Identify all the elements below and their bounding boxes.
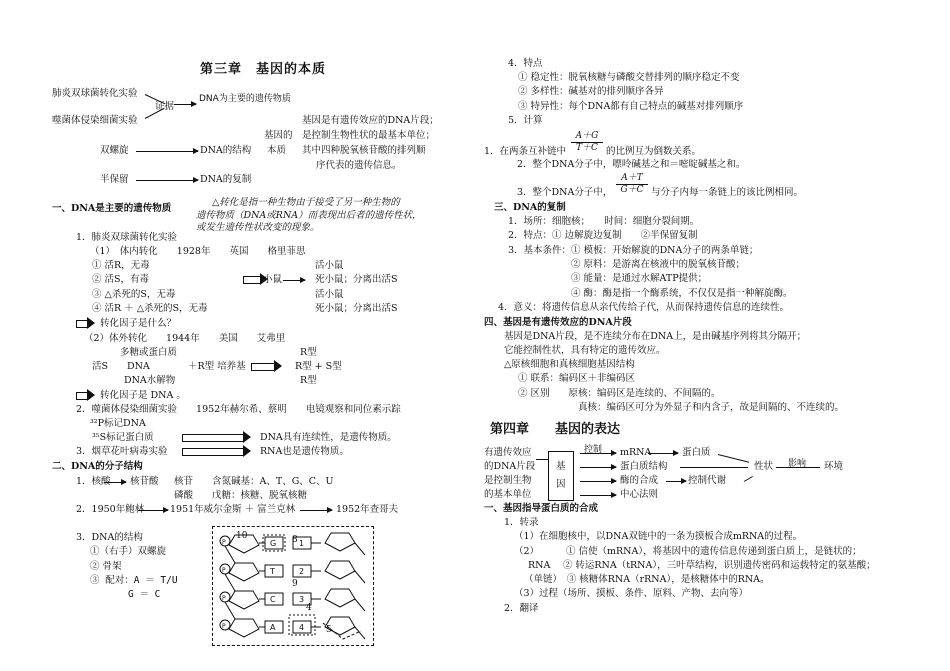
s4-e: ② 区别 原核：编码区是连续的、不间隔的。 (518, 388, 721, 399)
s1-1a: （1） 体内转化 1928年 英国 格里菲思 (90, 246, 306, 257)
arrow (174, 104, 196, 105)
trait-label: 性状 (754, 461, 774, 472)
phosphate-line: 磷酸 戊糖：核糖、脱氧核糖 (174, 490, 308, 501)
gene-def-1: 基因是有遗传效应的DNA片段； (302, 115, 439, 126)
arrow (136, 151, 198, 152)
exp-row-4-left: ④ 活R ＋ △杀死的S，无毒 (92, 303, 208, 314)
arrow (666, 481, 686, 482)
dna-replication-label: DNA的复制 (200, 174, 252, 185)
svg-text:4: 4 (299, 623, 305, 632)
transcription-3: （3）过程（场所、摸板、条件、原料、产物、去向等） (514, 588, 749, 599)
gene-def-3: 其中四种脱氧核苷酸的排列顺 (302, 145, 426, 156)
s3-3c: ③ 能量：是通过水解ATP提供； (571, 273, 708, 284)
r-type-1: R型 (300, 347, 317, 358)
transcription-1: （1）在细胞核中，以DNA双链中的一条为摸板合成mRNA的过程。 (514, 531, 803, 542)
history-1951: 1951年威尔金斯 ＋ 富兰克林 (170, 504, 296, 515)
r-type-2: R型 + S型 (295, 361, 342, 372)
exp-row-2-left: ② 活S，有毒 (92, 274, 150, 285)
mouse-label: 小鼠 (263, 274, 283, 285)
chapter-title: 第三章 基因的本质 (200, 62, 327, 77)
mrna-label: mRNA (620, 447, 652, 458)
r4c: ③ 特异性：每个DNA都有自己特点的碱基对排列顺序 (518, 101, 744, 112)
chapter-4-title: 第四章 基因的表达 (490, 422, 621, 437)
central-dogma-label: 中心法则 (620, 489, 659, 500)
arrow-hollow (182, 448, 243, 456)
transform-note-2: 遗传物质（DNA或RNA）而表现出后者的遗传性状， (196, 210, 422, 221)
arrow (283, 280, 305, 281)
arrow (648, 453, 678, 454)
s1-1: 1．肺炎双球菌转化实验 (76, 232, 178, 243)
history-1952: 1952年查哥夫 (336, 504, 399, 515)
diagram-num-6: 5 (326, 625, 332, 635)
protein-structure-label: 蛋白质结构 (620, 461, 668, 472)
conclusion-dna: DNA具有连续性，是遗传物质。 (260, 432, 397, 443)
svg-text:P: P (222, 595, 226, 602)
s4-d: ① 联系：编码区＋非编码区 (518, 373, 636, 384)
translation-heading: 2．翻译 (504, 603, 539, 614)
transform-note-3: 或发生遗传性状改变的现象。 (196, 222, 320, 233)
fraction-den: T＋C (576, 143, 598, 153)
r-type-3: R型 (300, 375, 317, 386)
s1-2: 2．噬菌体侵染细菌实验 1952年赫尔希、蔡明 电镜观察和同位素示踪 (76, 404, 401, 415)
gene-char-2: 因 (556, 479, 566, 490)
fraction-num: A＋T (616, 173, 648, 185)
calc2: 2．整个DNA分子中，嘌呤碱基之和＝嘧啶碱基之和。 (517, 159, 746, 170)
q2: 转化因子是 DNA 。 (100, 390, 186, 401)
vitro-plus: ＋R型 培养基 (188, 361, 246, 372)
conclusion-rna: RNA也是遗传物质。 (260, 446, 349, 457)
svg-text:2: 2 (299, 567, 305, 576)
s35-label: ³⁵S标记蛋白质 (92, 432, 154, 443)
transform-note-1: △转化是指一种生物由于接受了另一种生物的 (212, 197, 400, 208)
diagram-num-5: 4 (306, 603, 312, 613)
gene-def-2: 是控制生物性状的最基本单位； (302, 130, 436, 141)
structure-helix: ①（右手）双螺旋 (90, 546, 167, 557)
connector-line (680, 467, 748, 468)
exp-row-4-right: 死小鼠；分离出活S (315, 303, 398, 314)
svg-text:T: T (270, 567, 275, 576)
arrow-hollow (76, 392, 87, 400)
arrow-hollow (251, 363, 274, 371)
svg-text:P: P (222, 623, 226, 630)
s1-3: 3．烟草花叶病毒实验 (76, 446, 168, 457)
arrow (104, 482, 126, 483)
calc1-post: 的比例互为倒数关系。 (606, 146, 702, 157)
svg-text:A: A (270, 623, 276, 632)
r4-heading: 4．特点 (508, 58, 543, 69)
enzyme-label: 酶的合成 (620, 475, 659, 486)
fraction-den: G＋C (620, 185, 644, 195)
calc3-post: 与分子内每一条链上的该比例相同。 (651, 187, 804, 198)
arrow-hollow (76, 320, 87, 328)
structure-backbone: ② 骨架 (90, 561, 122, 572)
control-metabolism-label: 控制代谢 (688, 475, 727, 486)
semi-conservative-label: 半保留 (100, 174, 129, 185)
s4-b: 它能控制性状，具有特定的遗传效应。 (504, 345, 666, 356)
arrow (136, 180, 198, 181)
svg-text:1: 1 (299, 539, 305, 548)
environment-label: 环境 (824, 461, 844, 472)
arrow (580, 495, 616, 496)
s3-3d: ④ 酶：酶是指一个酶系统，不仅仅是指一种解旋酶。 (571, 288, 793, 299)
exp-row-1-left: ① 活R，无毒 (92, 260, 150, 271)
s3-3b: ② 原料：是游离在核液中的脱氧核苷酸； (571, 259, 746, 270)
s3-2: 2．特点：① 边解旋边复制 ②半保留复制 (508, 230, 698, 241)
s3-4: 4．意义：将遗传信息从亲代传给子代，从而保持遗传信息的连续性。 (498, 302, 790, 313)
vitro-mix: 多糖或蛋白质 (120, 347, 178, 358)
section-1-title: 一、DNA是主要的遗传物质 (52, 203, 172, 214)
svg-text:3: 3 (299, 595, 305, 604)
vitro-s: 活S DNA (92, 361, 150, 372)
nucleotide: 核苷酸 (130, 476, 159, 487)
exp-row-3-left: ③ △杀死的S，无毒 (92, 289, 176, 300)
s3-3: 3．基本条件：① 模板：开始解旋的DNA分子的两条单链； (508, 245, 759, 256)
map-line-1: 有遗传效应 (484, 447, 532, 458)
s4-c: △原核细胞和真核细胞基因结构 (504, 359, 635, 370)
r5-heading: 5．计算 (508, 115, 543, 126)
q1: 转化因子是什么？ (100, 318, 177, 329)
essence-label: 本质 (267, 145, 287, 156)
svg-text:G: G (270, 539, 277, 548)
section-3-title: 三、DNA的复制 (494, 202, 566, 213)
diagram-num-10: 10 (236, 531, 248, 541)
connector-line (536, 459, 548, 460)
s1-1b: （2）体外转化 1944年 美国 艾弗里 (84, 333, 286, 344)
phage-exp-label: 噬菌体侵染细菌实验 (52, 115, 138, 126)
s4-f: 真核：编码区可分为外显子和内含子，故是间隔的、不连续的。 (578, 402, 845, 413)
double-helix-label: 双螺旋 (100, 145, 129, 156)
arrow (300, 510, 332, 511)
dna-structure-heading: 3．DNA的结构 (76, 532, 143, 543)
transcription-heading: 1．转录 (504, 517, 539, 528)
nucleoside-line: 核苷 含氮碱基：A、T、G、C、U (174, 476, 334, 487)
pneumo-exp-label: 肺炎双球菌转化实验 (52, 88, 138, 99)
connector-line (744, 476, 753, 482)
calc3-pre: 3．整个DNA分子中， (517, 187, 613, 198)
gene-of-label: 基因的 (264, 130, 293, 141)
p32-label: ³²P标记DNA (90, 418, 146, 429)
svg-text:P: P (222, 567, 226, 574)
exp-row-1-right: 活小鼠 (315, 260, 344, 271)
exp-row-2-right: 死小鼠；分离出活S (315, 274, 398, 285)
structure-gc: G ＝ C (128, 589, 161, 600)
history-1950: 2．1950年鲍林 (76, 504, 145, 515)
dna-structure-label: DNA的结构 (200, 145, 252, 156)
affect-label: 影响 (788, 459, 807, 469)
map-line-2: 的DNA片段 (484, 461, 536, 472)
gene-char-1: 基 (556, 461, 566, 472)
transcription-2b: ① 信使（mRNA），将基因中的遗传信息传递到蛋白质上，是链状的； (566, 546, 862, 557)
diagram-num-8: 8 (292, 535, 298, 545)
vitro-enz: DNA水解物 (124, 375, 176, 386)
connector-line (718, 454, 749, 463)
svg-text:C: C (270, 595, 276, 604)
evidence-label: 证据 (155, 101, 175, 112)
arrow (580, 481, 616, 482)
fraction-at-gc (616, 173, 648, 196)
fraction-ag-tc (571, 131, 603, 154)
s3-1: 1．场所：细胞核； 时间：细胞分裂间期。 (508, 216, 700, 227)
s4-a: 基因是DNA片段，是不连续分布在DNA上，是由碱基序列将其分隔开； (504, 331, 807, 342)
calc1-pre: 1．在两条互补链中 (484, 146, 567, 157)
arrow (580, 467, 616, 468)
r4b: ② 多样性：碱基对的排列顺序各异 (518, 86, 664, 97)
section-4-title: 四、基因是有遗传效应的DNA片段 (484, 317, 632, 328)
transcription-2c: RNA ② 转运RNA（tRNA），三叶草结构，识别遗传密码和运载特定的氨基酸； (528, 560, 876, 571)
section-2-title: 二、DNA的分子结构 (52, 461, 143, 472)
exp-row-3-right: 活小鼠 (315, 289, 344, 300)
arrow-hollow (182, 434, 243, 442)
expression-section-1: 一、基因指导蛋白质的合成 (484, 503, 599, 514)
transcription-2d: （单链） ③ 核糖体RNA（rRNA），是核糖体中的RNA。 (524, 574, 770, 585)
nucleic-acid: 1．核酸 (76, 476, 111, 487)
transcription-2a: （2） (514, 546, 540, 557)
gene-box (548, 451, 574, 501)
fraction-num: A＋G (571, 131, 603, 143)
dna-main-label: DNA为主要的遗传物质 (199, 94, 291, 104)
arrow-hollow (243, 276, 260, 284)
control-label: 控制 (584, 445, 603, 455)
gene-def-4: 序代表的遗传信息。 (316, 160, 402, 171)
svg-text:P: P (222, 539, 226, 546)
r4a: ① 稳定性：脱氧核糖与磷酸交替排列的顺序稳定不变 (518, 72, 740, 83)
protein-label: 蛋白质 (682, 447, 711, 458)
map-line-3: 是控制生物 (484, 475, 532, 486)
structure-pairing: ③ 配对：A ＝ T/U (90, 575, 178, 586)
arrow (138, 510, 168, 511)
diagram-num-9: 9 (292, 579, 298, 589)
map-line-4: 的基本单位 (484, 489, 532, 500)
